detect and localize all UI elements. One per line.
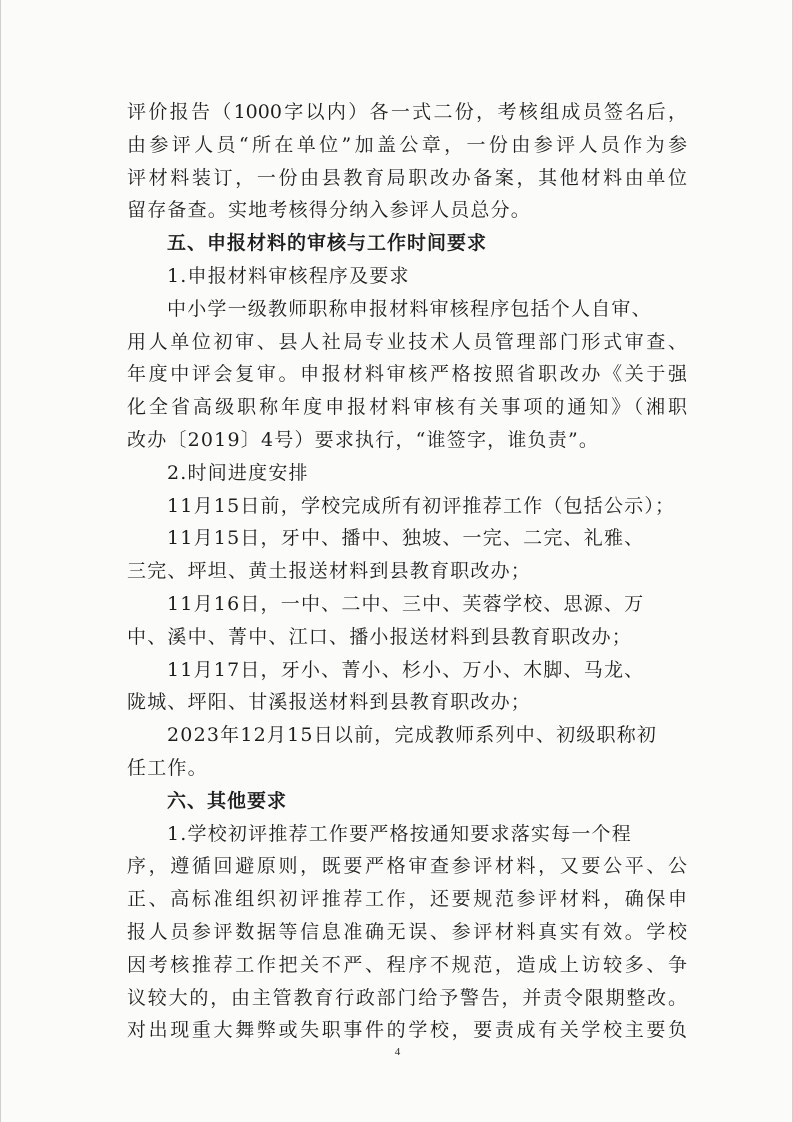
paragraph-line: 因考核推荐工作把关不严、程序不规范，造成上访较多、争 [127,953,687,976]
paragraph-line: 改办〔2019〕4号）要求执行，“谁签字，谁负责”。 [127,428,600,451]
section-heading-five: 五、申报材料的审核与工作时间要求 [167,232,488,255]
paragraph-line: 对出现重大舞弊或失职事件的学校，要责成有关学校主要负 [127,1019,687,1042]
page-number: 4 [394,1046,401,1058]
paragraph-line: 中小学一级教师职称申报材料审核程序包括个人自审、 [167,297,652,320]
schedule-line: 2023年12月15日以前，完成教师系列中、初级职称初 [167,724,658,747]
schedule-line: 11月15日，牙中、播中、独坡、一完、二完、礼雅、 [167,527,645,550]
paragraph-line: 化全省高级职称年度申报材料审核有关事项的通知》（湘职 [127,396,687,419]
schedule-line: 11月15日前，学校完成所有初评推荐工作（包括公示）； [167,494,676,517]
paragraph-line: 评材料装订，一份由县教育局职改办备案，其他材料由单位 [127,166,687,189]
document-body [127,96,687,1047]
paragraph-line: 由参评人员“所在单位”加盖公章，一份由参评人员作为参 [127,133,687,156]
paragraph-line: 序，遵循回避原则，既要严格审查参评材料，又要公平、公 [127,855,687,878]
paragraph-line: 报人员参评数据等信息准确无误、参评材料真实有效。学校 [127,920,687,943]
subsection-title: 2.时间进度安排 [167,461,309,484]
paragraph-line: 用人单位初审、县人社局专业技术人员管理部门形式审查、 [127,330,687,353]
schedule-line: 中、溪中、菁中、江口、播小报送材料到县教育职改办； [127,625,633,648]
paragraph-line: 评价报告（1000字以内）各一式二份，考核组成员签名后， [127,101,687,123]
paragraph-line: 年度中评会复审。申报材料审核严格按照省职改办《关于强 [127,363,687,386]
paragraph-line: 议较大的，由主管教育行政部门给予警告，并责令限期整改。 [127,986,687,1009]
subsection-title: 1.申报材料审核程序及要求 [167,264,410,287]
schedule-line: 11月16日，一中、二中、三中、芙蓉学校、思源、万 [167,592,645,615]
paragraph-line: 留存备查。实地考核得分纳入参评人员总分。 [127,199,532,222]
paragraph-line: 1.学校初评推荐工作要严格按通知要求落实每一个程 [167,822,632,845]
schedule-line: 三完、坪坦、黄土报送材料到县教育职改办； [127,560,532,583]
paragraph-line: 正、高标准组织初评推荐工作，还要规范参评材料，确保申 [127,888,687,911]
schedule-line: 陇城、坪阳、甘溪报送材料到县教育职改办； [127,691,532,714]
schedule-line: 任工作。 [127,756,208,779]
schedule-line: 11月17日，牙小、菁小、杉小、万小、木脚、马龙、 [167,658,645,681]
section-heading-six: 六、其他要求 [167,789,288,812]
